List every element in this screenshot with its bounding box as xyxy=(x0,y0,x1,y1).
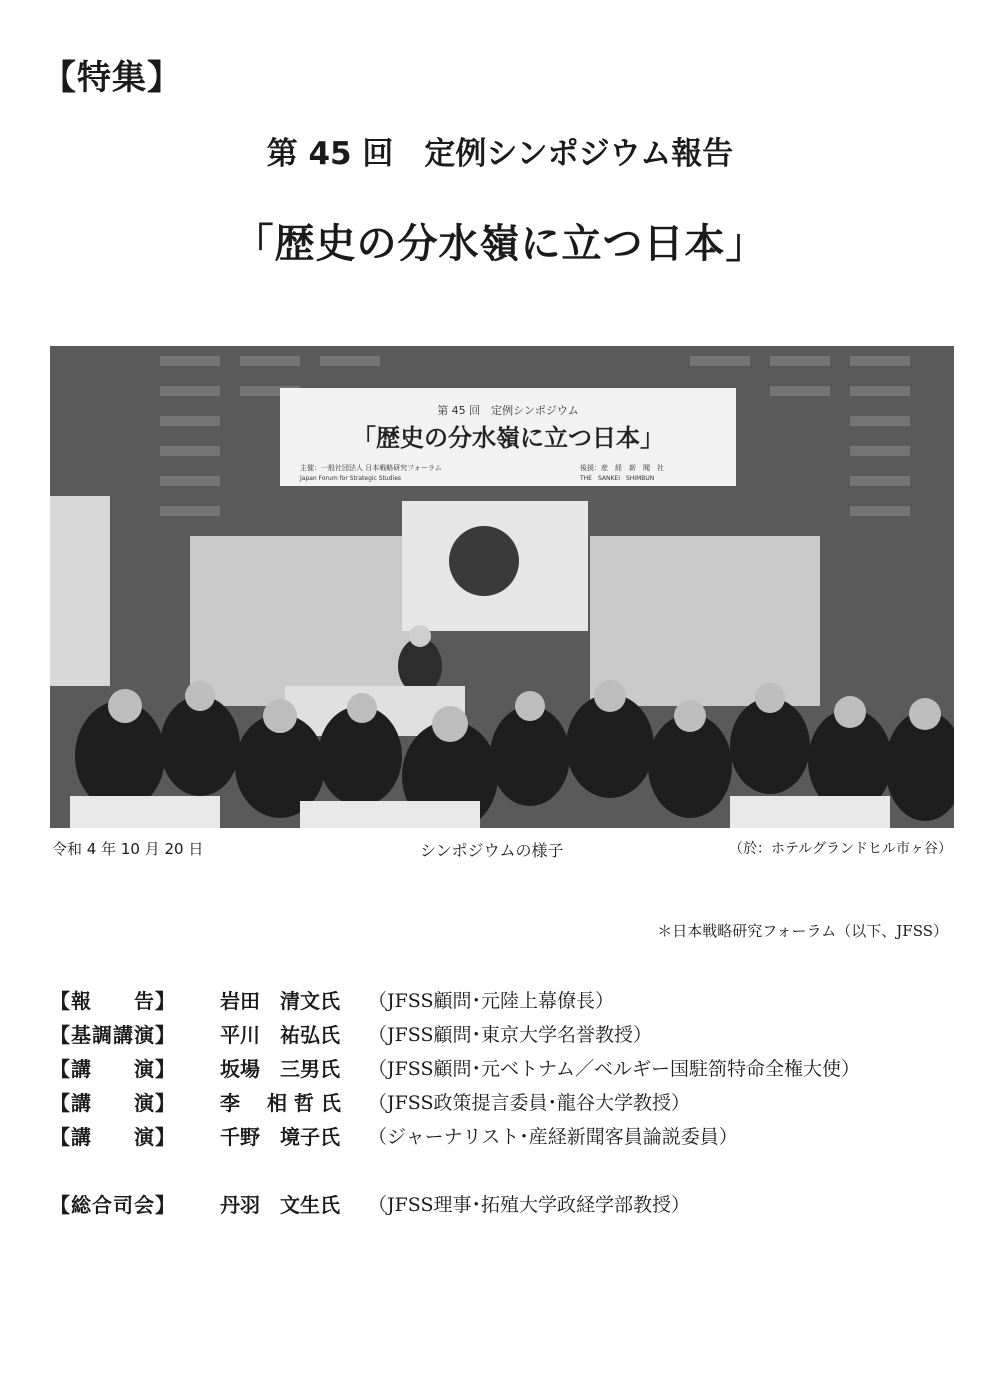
speaker-role: 【講 演】 xyxy=(50,1125,176,1149)
speaker-affiliation: （JFSS顧問･東京大学名誉教授） xyxy=(368,1024,652,1046)
moderator-name: 丹羽 文生氏 xyxy=(220,1193,340,1217)
photo-caption xyxy=(52,838,954,862)
caption-date: 令和 4 年 10 月 20 日 xyxy=(52,840,204,858)
banner-support-en-text: THE SANKEI SHIMBUN xyxy=(580,475,655,482)
banner-sponsor-en-text: Japan Forum for Strategic Studies xyxy=(300,475,402,482)
banner-title-text: 「歴史の分水嶺に立つ日本」 xyxy=(352,423,664,452)
banner-support-text: 後援：産 経 新 聞 社 xyxy=(580,464,664,472)
banner-sponsor-text: 主催：一般社団法人 日本戦略研究フォーラム xyxy=(300,464,442,472)
speaker-name: 岩田 清文氏 xyxy=(220,989,340,1013)
report-subtitle: 第 45 回 定例シンポジウム報告 xyxy=(266,136,734,172)
moderator-row xyxy=(50,1189,970,1223)
speaker-affiliation: （JFSS政策提言委員･龍谷大学教授） xyxy=(368,1092,690,1114)
folding-screen-right xyxy=(590,536,820,706)
section-tag: 【特集】 xyxy=(42,58,182,98)
moderator-affiliation: （JFSS理事･拓殖大学政経学部教授） xyxy=(368,1194,690,1216)
jfss-note: ＊日本戦略研究フォーラム（以下、JFSS） xyxy=(657,922,948,940)
speaker-row xyxy=(50,1019,970,1053)
speaker-row xyxy=(50,985,970,1019)
banner-small-text: 第 45 回 定例シンポジウム xyxy=(437,404,579,417)
caption-venue: （於：ホテルグランドヒル市ヶ谷） xyxy=(728,841,952,857)
symposium-title: 「歴史の分水嶺に立つ日本」 xyxy=(233,220,767,267)
speaker-role: 【講 演】 xyxy=(50,1091,176,1115)
speaker-affiliation: （JFSS顧問･元陸上幕僚長） xyxy=(368,990,614,1012)
caption-description: シンポジウムの様子 xyxy=(420,841,564,860)
speaker-name: 李 相 哲 氏 xyxy=(220,1091,341,1115)
speaker-role: 【基調講演】 xyxy=(50,1023,176,1047)
speaker-name: 千野 境子氏 xyxy=(220,1125,340,1149)
folding-screen-left xyxy=(190,536,410,706)
speaker-role: 【講 演】 xyxy=(50,1057,176,1081)
flag-sun xyxy=(449,526,519,596)
speaker-list xyxy=(50,985,970,1223)
speaker-affiliation: （ジャーナリスト･産経新聞客員論説委員） xyxy=(368,1126,738,1148)
speaker-row xyxy=(50,1087,970,1121)
moderator-role: 【総合司会】 xyxy=(50,1193,176,1217)
speaker-affiliation: （JFSS顧問･元ベトナム／ベルギー国駐箚特命全権大使） xyxy=(368,1058,861,1080)
speaker-name: 坂場 三男氏 xyxy=(220,1057,340,1081)
speaker-row xyxy=(50,1121,970,1155)
speaker-role: 【報 告】 xyxy=(50,989,176,1013)
speaker-name: 平川 祐弘氏 xyxy=(220,1023,340,1047)
speaker-row xyxy=(50,1053,970,1087)
projection-screen xyxy=(50,496,110,686)
symposium-photo xyxy=(50,346,954,828)
